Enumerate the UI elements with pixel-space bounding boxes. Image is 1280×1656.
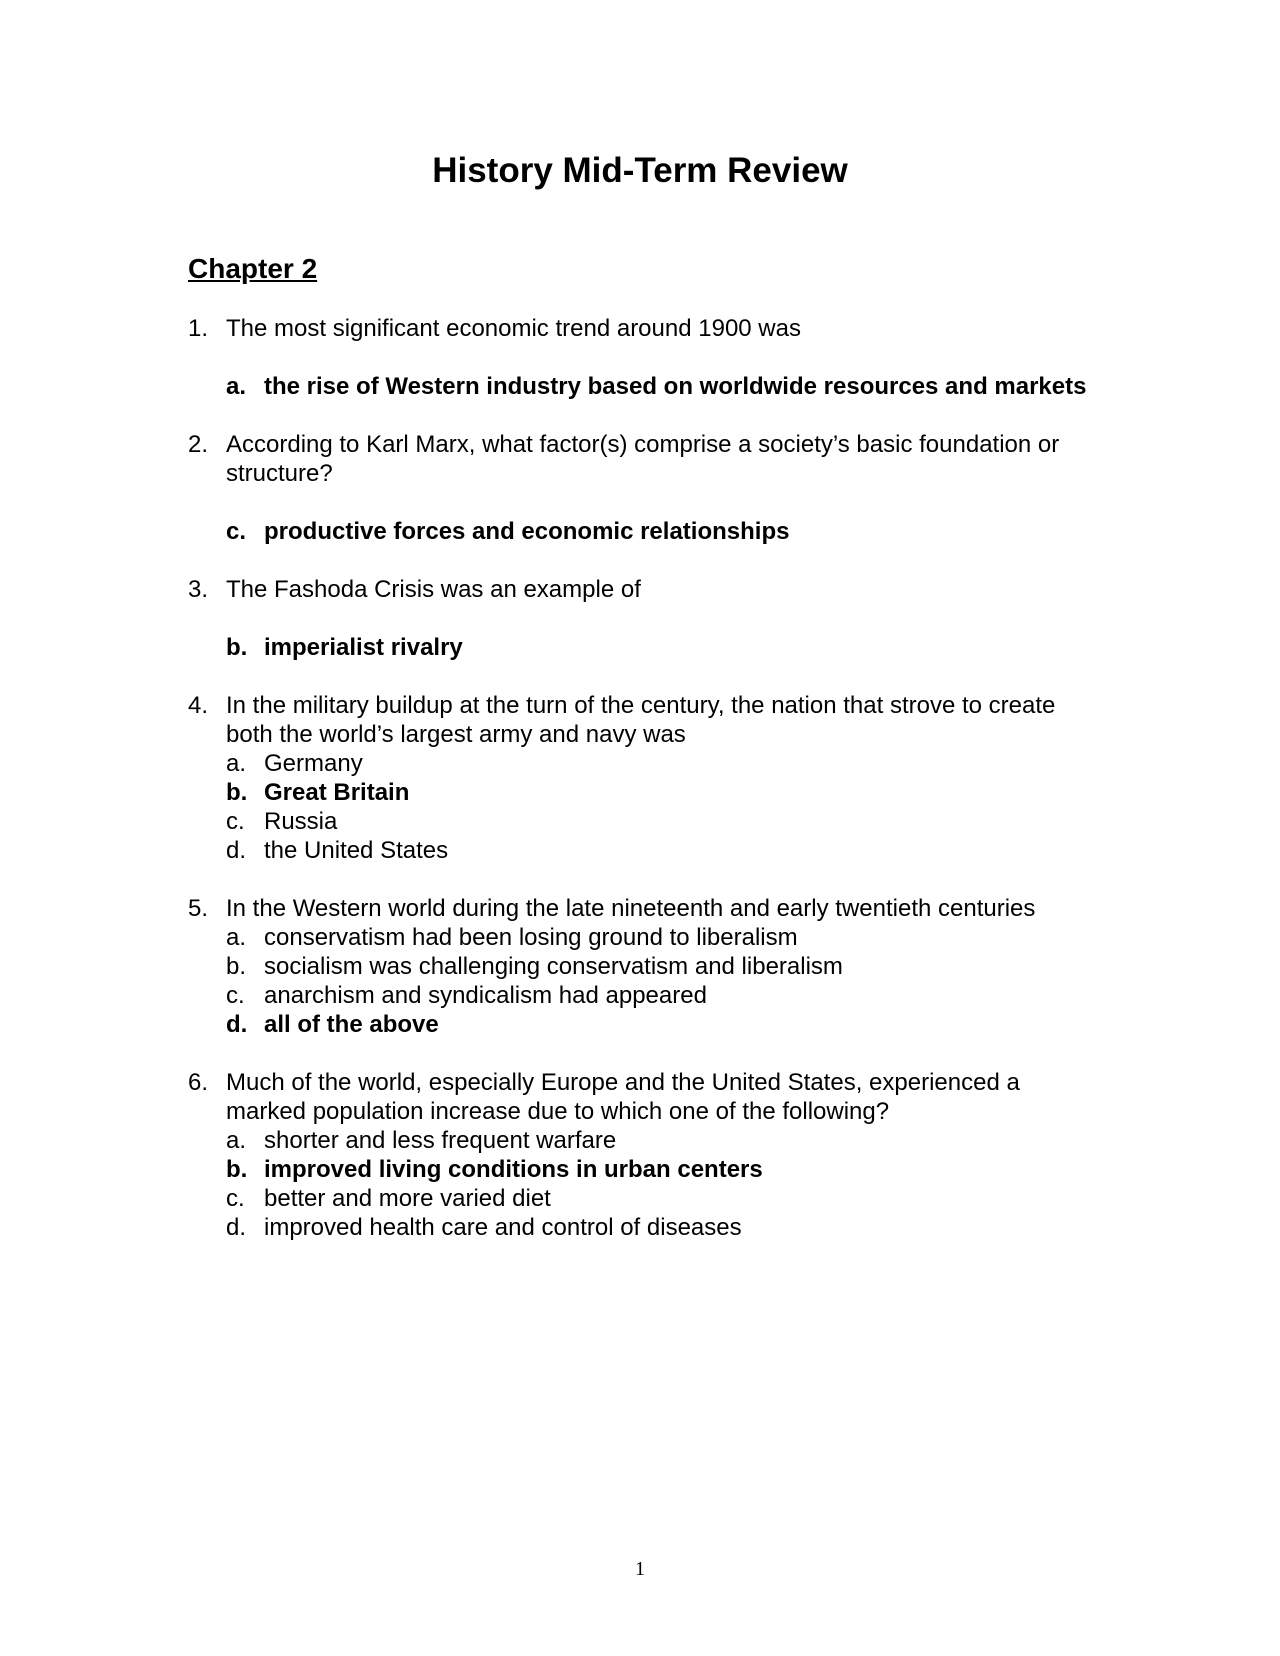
answer-letter: c. [226, 518, 247, 545]
question-text: In the Western world during the late nineteenth and early twentieth centuries [226, 895, 1036, 922]
answer-letter: b. [226, 779, 248, 806]
question-number: 3. [188, 576, 209, 603]
answer-option [226, 807, 1088, 836]
answer-text: socialism was challenging conservatism and liberalism [264, 953, 843, 980]
answer-letter: d. [226, 1011, 248, 1038]
answer-letter: b. [226, 1156, 248, 1183]
answer-option [226, 836, 1088, 865]
answer-text: improved health care and control of diseases [264, 1214, 742, 1241]
answer-text: Germany [264, 750, 363, 777]
question-1 [188, 314, 1088, 401]
answer-letter: a. [226, 1127, 247, 1154]
answer-text: all of the above [264, 1011, 439, 1038]
answer-list [226, 923, 1088, 1039]
answer-letter: b. [226, 953, 247, 980]
answer-option [226, 749, 1088, 778]
answer-option [226, 1213, 1088, 1242]
answer-option [226, 1184, 1088, 1213]
question-text: The Fashoda Crisis was an example of [226, 576, 641, 603]
answer-list [226, 1126, 1088, 1242]
answer-letter: a. [226, 924, 247, 951]
page-title: History Mid-Term Review [432, 151, 848, 190]
answer-option-correct [226, 1010, 1088, 1039]
answer-letter: a. [226, 373, 247, 400]
answer-text: the United States [264, 837, 449, 864]
answer-list [226, 372, 1088, 401]
answer-option-correct [226, 1155, 1088, 1184]
answer-letter: d. [226, 1214, 247, 1241]
answer-option-correct [226, 633, 1088, 662]
answer-list [226, 749, 1088, 865]
question-4 [188, 691, 1088, 865]
answer-letter: a. [226, 750, 247, 777]
question-text: The most significant economic trend around 1900 was [226, 315, 801, 342]
answer-letter: c. [226, 1185, 245, 1212]
question-text: In the military buildup at the turn of the century, the nation that strove to create both the world’s largest army and navy was [226, 692, 1056, 748]
answer-letter: b. [226, 634, 248, 661]
answer-option-correct [226, 372, 1088, 401]
answer-option [226, 1126, 1088, 1155]
answer-text: improved living conditions in urban centers [264, 1156, 763, 1183]
answer-text: productive forces and economic relationships [264, 518, 790, 545]
answer-letter: d. [226, 837, 247, 864]
answer-text: better and more varied diet [264, 1185, 551, 1212]
answer-text: imperialist rivalry [264, 634, 463, 661]
answer-text: Russia [264, 808, 338, 835]
question-text: Much of the world, especially Europe and the United States, experienced a marked population increase due to which one of the following? [226, 1069, 1020, 1125]
answer-option-correct [226, 778, 1088, 807]
question-2 [188, 430, 1088, 546]
answer-option [226, 952, 1088, 981]
question-number: 2. [188, 431, 209, 458]
answer-option-correct [226, 517, 1088, 546]
question-3 [188, 575, 1088, 662]
question-text: According to Karl Marx, what factor(s) comprise a society’s basic foundation or structure? [226, 431, 1060, 487]
question-number: 1. [188, 315, 209, 342]
question-5 [188, 894, 1088, 1039]
answer-text: conservatism had been losing ground to liberalism [264, 924, 798, 951]
question-number: 5. [188, 895, 209, 922]
answer-letter: c. [226, 808, 245, 835]
question-list [188, 314, 1088, 1271]
answer-text: anarchism and syndicalism had appeared [264, 982, 707, 1009]
answer-text: the rise of Western industry based on worldwide resources and markets [264, 373, 1087, 400]
answer-option [226, 923, 1088, 952]
answer-option [226, 981, 1088, 1010]
answer-list [226, 633, 1088, 662]
page-number: 1 [635, 1558, 645, 1580]
question-6 [188, 1068, 1088, 1242]
question-number: 4. [188, 692, 209, 719]
question-number: 6. [188, 1069, 209, 1096]
answer-text: Great Britain [264, 779, 410, 806]
answer-text: shorter and less frequent warfare [264, 1127, 617, 1154]
chapter-heading: Chapter 2 [188, 253, 318, 284]
answer-list [226, 517, 1088, 546]
answer-letter: c. [226, 982, 245, 1009]
